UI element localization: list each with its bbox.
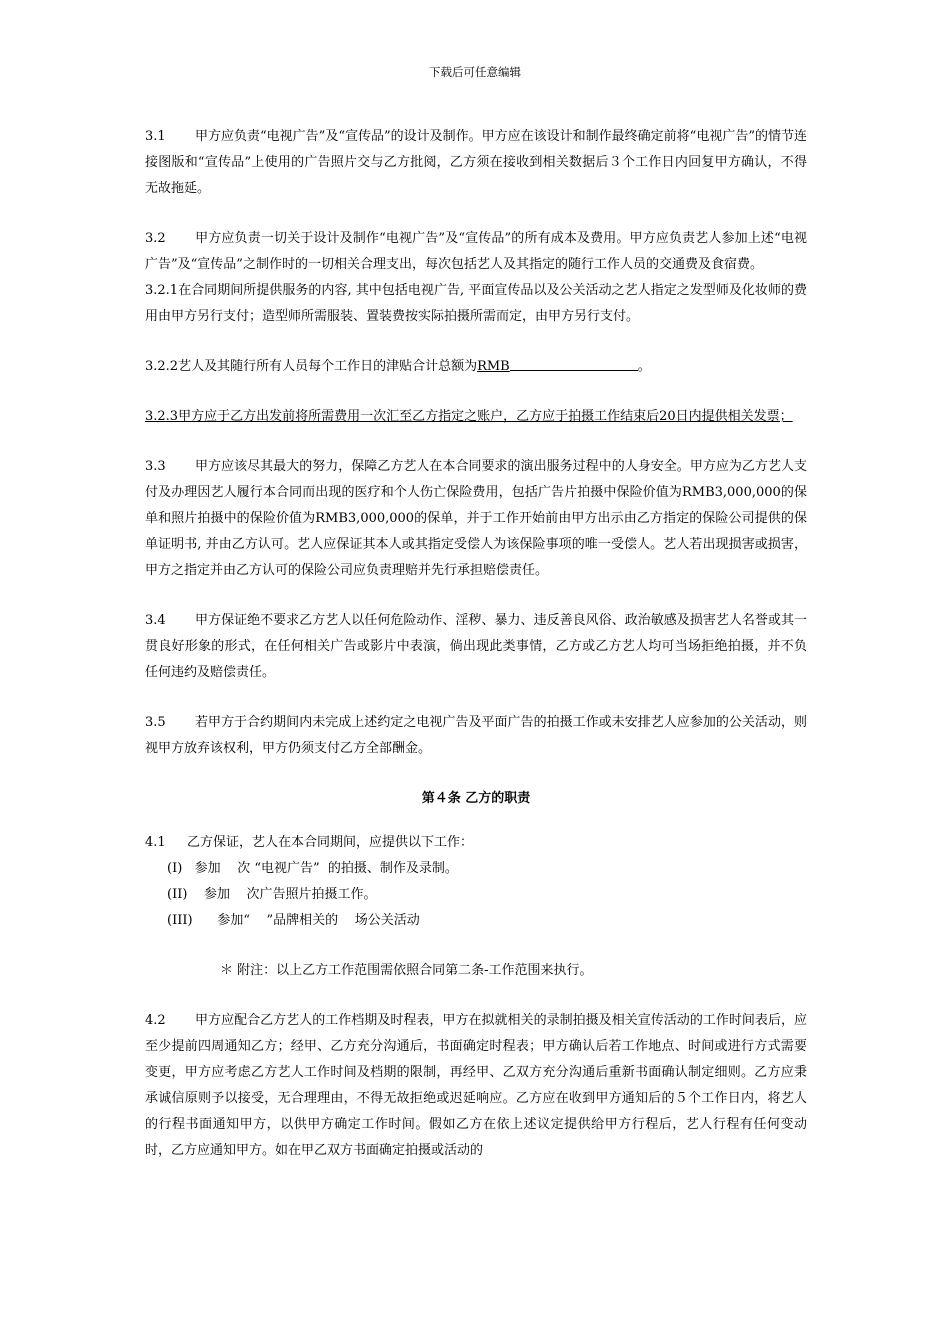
page-header: 下载后可任意编辑 [429, 65, 521, 79]
clause-text: 乙方保证，艺人在本合同期间，应提供以下工作： [187, 835, 474, 850]
clause-3-2-2 [145, 354, 807, 380]
work-items-list [145, 856, 807, 934]
clause-text: 甲方应该尽其最大的努力，保障乙方艺人在本合同要求的演出服务过程中的人身安全。甲方应为乙方艺人支付及办理因艺人履行本合同而出现的医疗和个人伤亡保险费用，包括广告片拍摄中保险价值为RMB3,000,000的保单和照片拍摄中的保险价值为RMB3,000,000的保单，并于工作开始前由甲方出示由乙方指定的保险公司提供的保单证明书, 并由乙方认可。艺人应保证其本人或其指定受偿人为该保险事项的唯一受偿人。艺人若出现损害或损害，甲方之指定并由乙方认可的保险公司应负责理赔并先行承担赔偿责任。 [145, 459, 807, 578]
amount-blank [510, 355, 638, 371]
clause-3-2 [145, 226, 807, 278]
clause-number: 3.4 [145, 613, 166, 628]
clause-3-5 [145, 710, 807, 762]
scope-note: ＊ 附注：以上乙方工作范围需依照合同第二条-工作范围来执行。 [220, 963, 593, 978]
clause-number: 3.5 [145, 715, 166, 730]
clause-number: 4.2 [145, 1013, 166, 1028]
clause-4-2 [145, 1008, 807, 1164]
clause-3-4 [145, 608, 807, 686]
clause-suffix: 。 [637, 359, 651, 374]
clause-number: 3.2 [145, 231, 166, 246]
clause-3-2-1: 3.2.1在合同期间所提供服务的内容, 其中包括电视广告, 平面宣传品以及公关活动之艺人指定之发型师及化妆师的费用由甲方另行支付；造型师所需服装、置装费按实际拍摄所需而定，由甲方另行支付。 [145, 283, 807, 324]
clause-number: 3.3 [145, 459, 166, 474]
clause-number: 4.1 [145, 835, 166, 850]
list-item: (II) 参加 次广告照片拍摄工作。 [167, 887, 377, 902]
clause-text: 甲方应负责一切关于设计及制作“电视广告”及“宣传品”的所有成本及费用。甲方应负责艺人参加上述“电视广告”及“宣传品”之制作时的一切相关合理支出，每次包括艺人及其指定的随行工作人员的交通费及食宿费。 [145, 231, 807, 272]
clause-text: 甲方应配合乙方艺人的工作档期及时程表，甲方在拟就相关的录制拍摄及相关宣传活动的工作时间表后，应至少提前四周通知乙方；经甲、乙方充分沟通后，书面确定时程表；甲方确认后若工作地点、时间或进行方式需要变更，甲方应考虑乙方艺人工作时间及档期的限制，再经甲、乙双方充分沟通后重新书面确认制定细则。乙方应秉承诚信原则予以接受，无合理理由，不得无故拒绝或迟延响应。乙方应在收到甲方通知后的５个工作日内，将艺人的行程书面通知甲方，以供甲方确定工作时间。假如乙方在依上述议定提供给甲方行程后，艺人行程有任何变动时，乙方应通知甲方。如在甲乙双方书面确定拍摄或活动的 [145, 1013, 807, 1158]
document-body [145, 124, 807, 1188]
list-item: (I) 参加 次 “电视广告” 的拍摄、制作及录制。 [167, 861, 458, 876]
clause-number: 3.1 [145, 129, 166, 144]
list-item: (III) 参加“ ”品牌相关的 场公关活动 [167, 913, 420, 928]
clause-text: 甲方保证绝不要求乙方艺人以任何危险动作、淫秽、暴力、违反善良风俗、政治敏感及损害艺人名誉或其一贯良好形象的形式，在任何相关广告或影片中表演，倘出现此类事情，乙方或乙方艺人均可当场拒绝拍摄，并不负任何违约及赔偿责任。 [145, 613, 807, 680]
currency-label: RMB [477, 359, 510, 374]
clause-text: 若甲方于合约期间内未完成上述约定之电视广告及平面广告的拍摄工作或未安排艺人应参加的公关活动，则视甲方放弃该权利，甲方仍须支付乙方全部酬金。 [145, 715, 807, 756]
clause-text: 甲方应负责“电视广告”及“宣传品”的设计及制作。甲方应在该设计和制作最终确定前将“电视广告”的情节连接图版和“宣传品”上使用的广告照片交与乙方批阅，乙方须在接收到相关数据后３个工作日内回复甲方确认，不得无故拖延。 [145, 129, 807, 196]
clause-text: 3.2.2艺人及其随行所有人员每个工作日的津贴合计总额为 [145, 359, 478, 374]
clause-3-3 [145, 454, 807, 584]
clause-3-2-3: 3.2.3甲方应于乙方出发前将所需费用一次汇至乙方指定之账户，乙方应于拍摄工作结束后20日内提供相关发票； [145, 409, 793, 424]
clause-4-1 [145, 830, 807, 856]
clause-3-1 [145, 124, 807, 202]
article-4-title: 第４条 乙方的职责 [421, 791, 531, 806]
